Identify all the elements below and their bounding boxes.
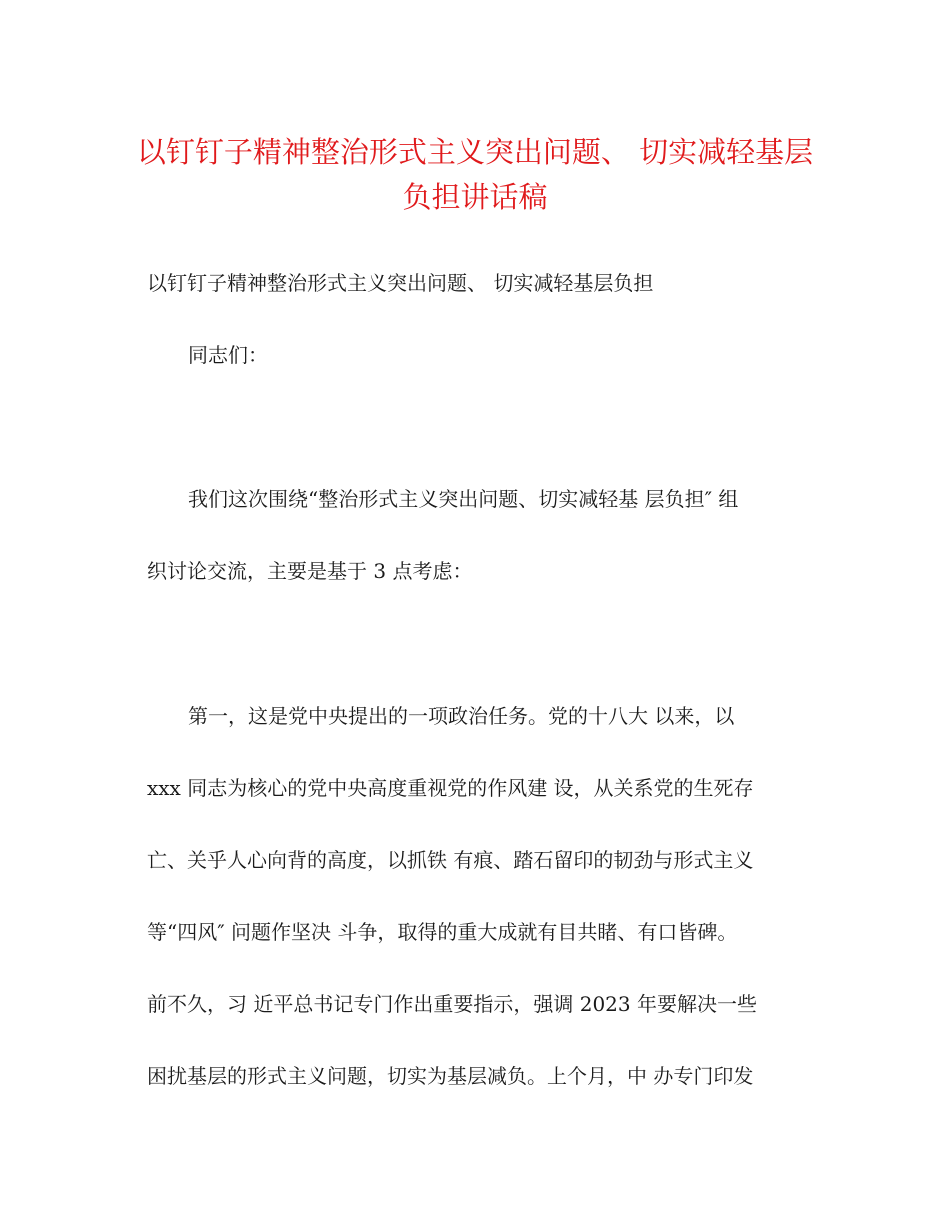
paragraph-2-line-4: 等“四风″ 问题作坚决 斗争，取得的重大成就有目共睹、有口皆碑。 [147,920,738,944]
document-title-line-1: 以钉钉子精神整治形式主义突出问题、 切实减轻基层 [136,135,814,169]
paragraph-1-line-1: 我们这次围绕“整治形式主义突出问题、切实减轻基 层负担″ 组 [188,487,739,511]
salutation: 同志们： [188,343,268,367]
document-subtitle: 以钉钉子精神整治形式主义突出问题、 切实减轻基层负担 [147,271,654,295]
paragraph-1-line-2: 织讨论交流，主要是基于 3 点考虑： [147,559,473,583]
document-title-line-2: 负担讲话稿 [402,180,548,214]
paragraph-2-line-2: xxx 同志为核心的党中央高度重视党的作风建 设，从关系党的生死存 [147,776,754,800]
paragraph-2-line-3: 亡、关乎人心向背的高度，以抓铁 有痕、踏石留印的韧劲与形式主义 [147,848,754,872]
paragraph-2-line-6: 困扰基层的形式主义问题，切实为基层减负。上个月，中 办专门印发 [147,1064,754,1088]
paragraph-2-line-1: 第一，这是党中央提出的一项政治任务。党的十八大 以来，以 [188,704,735,728]
paragraph-2-line-5: 前不久，习 近平总书记专门作出重要指示，强调 2023 年要解决一些 [147,992,757,1016]
